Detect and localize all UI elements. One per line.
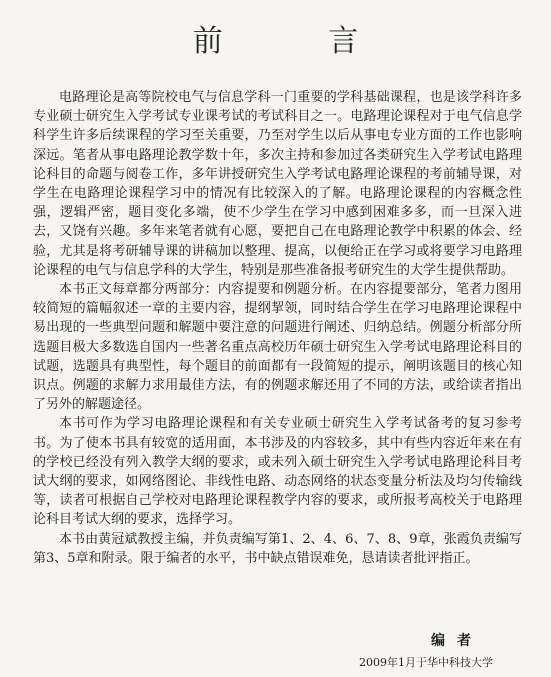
preface-body [33, 88, 522, 568]
author-signature: 编者 [431, 633, 483, 649]
page-title: 前 言 [192, 24, 407, 59]
signature-date: 2009年1月于华中科技大学 [359, 656, 493, 669]
paragraph-4: 本书由黄冠斌教授主编，并负责编写第1、2、4、6、7、8、9章，张霞负责编写第3、5章和附录。限于编者的水平，书中缺点错误难免，恳请读者批评指正。 [33, 531, 522, 566]
paragraph-2: 本书正文每章都分两部分：内容提要和例题分析。在内容提要部分，笔者力图用较简短的篇幅叙述一章的主要内容，提纲挈领，同时结合学生在学习电路理论课程中易出现的一些典型问题和解题中要注意的问题进行阐述、归纳总结。例题分析部分所选题目极大多数选自国内一些著名重点高校历年硕士研究生入学考试电路理论科目的试题，选题具有典型性，每个题目的前面都有一段简短的提示，阐明该题目的核心知识点。例题的求解力求用最佳方法，有的例题求解还用了不同的方法，或给读者指出了另外的解题途径。 [33, 282, 522, 413]
paragraph-3: 本书可作为学习电路理论课程和有关专业硕士研究生入学考试备考的复习参考书。为了使本书具有较宽的适用面，本书涉及的内容较多，其中有些内容近年来在有的学校已经没有列入教学大纲的要求，或未列入硕士研究生入学考试电路理论科目考试大纲的要求，如网络图论、非线性电路、动态网络的状态变量分析法及均匀传输线等，读者可根据自己学校对电路理论课程教学内容的要求，或所报考高校关于电路理论科目考试大纲的要求，选择学习。 [33, 416, 522, 528]
paragraph-1: 电路理论是高等院校电气与信息学科一门重要的学科基础课程，也是该学科许多专业硕士研究生入学考试专业课考试的考试科目之一。电路理论课程对于电气信息学科学生许多后续课程的学习至关重要，乃至对学生以后从事电专业方面的工作也影响深远。笔者从事电路理论教学数十年，多次主持和参加过各类研究生入学考试电路理论科目的命题与阅卷工作，多年讲授研究生入学考试电路理论课程的考前辅导课，对学生在电路理论课程学习中的情况有比较深入的了解。电路理论课程的内容概念性强，逻辑严密，题目变化多端，使不少学生在学习中感到困难多多，而一旦深入进去，又饶有兴趣。多年来笔者就有心愿，要把自己在电路理论教学中积累的体会、经验，尤其是将考研辅导课的讲稿加以整理、提高，以便给正在学习或将要学习电路理论课程的电气与信息学科的大学生，特别是那些准备报考研究生的大学生提供帮助。 [33, 90, 522, 278]
signature-block [359, 630, 493, 670]
